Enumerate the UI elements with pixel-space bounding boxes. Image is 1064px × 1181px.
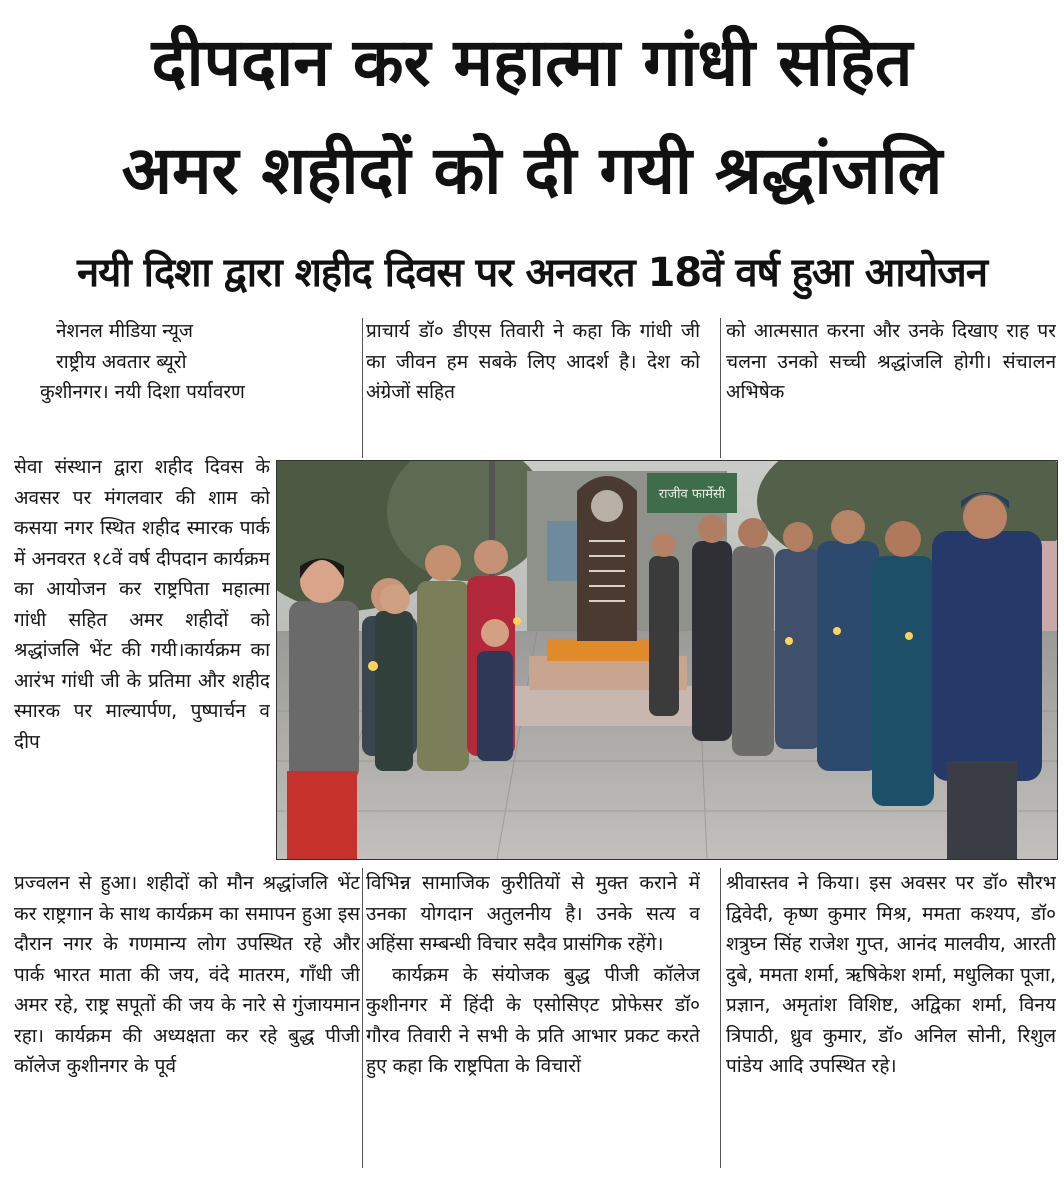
article-column-3-bottom <box>726 868 1056 1168</box>
shop-sign-text: राजीव फार्मेसी <box>658 487 726 502</box>
byline-agency: नेशनल मीडिया न्यूज <box>56 320 194 342</box>
article-paragraph: प्राचार्य डॉ० डीएस तिवारी ने कहा कि गांधी जी का जीवन हम सबके लिए आदर्श है। देश को अंग्रेजों सहित <box>366 320 700 403</box>
article-paragraph: कार्यक्रम के संयोजक बुद्ध पीजी कॉलेज कुशीनगर में हिंदी के एसोसिएट प्रोफेसर डॉ० गौरव तिवारी ने सभी के प्रति आभार प्रकट करते हुए कहा कि राष्ट्रपिता के विचारों <box>366 963 700 1077</box>
article-paragraph: सेवा संस्थान द्वारा शहीद दिवस के अवसर पर मंगलवार की शाम को कसया नगर स्थित शहीद स्मारक पार्क में अनवरत १८वें वर्ष दीपदान कार्यक्रम का आयोजन कर राष्ट्रपिता महात्मा गांधी सहित अमर शहीदों को श्रद्धांजलि भेंट की गयी।कार्यक्रम का आरंभ गांधी जी के प्रतिमा और शहीद स्मारक पर माल्यार्पण, पुष्पार्चन व दीप <box>14 456 270 753</box>
article-dateline: कुशीनगर। नयी दिशा पर्यावरण <box>40 381 245 403</box>
article-column-2-top <box>366 316 700 456</box>
subheadline: नयी दिशा द्वारा शहीद दिवस पर अनवरत 18वें वर्ष हुआ आयोजन <box>76 250 988 296</box>
column-divider <box>720 868 721 1168</box>
article-paragraph: विभिन्न सामाजिक कुरीतियों से मुक्त कराने में उनका योगदान अतुलनीय है। उनके सत्य व अहिंसा सम्बन्धी विचार सदैव प्रासंगिक रहेंगे। <box>366 872 700 955</box>
article-paragraph: प्रज्वलन से हुआ। शहीदों को मौन श्रद्धांजलि भेंट कर राष्ट्रगान के साथ कार्यक्रम का समापन हुआ इस दौरान नगर के गणमान्य लोग उपस्थित रहे और पार्क भारत माता की जय, वंदे मातरम, गाँधी जी अमर रहे, राष्ट्र सपूतों की जय के नारे से गुंजायमान रहा। कार्यक्रम की अध्यक्षता कर रहे बुद्ध पीजी कॉलेज कुशीनगर के पूर्व <box>14 872 360 1077</box>
article-column-1-bottom <box>14 868 360 1168</box>
headline-line-1: दीपदान कर महात्मा गांधी सहित <box>151 24 913 101</box>
byline-bureau: राष्ट्रीय अवतार ब्यूरो <box>56 350 187 373</box>
column-divider <box>362 868 363 1168</box>
article-column-3-top <box>726 316 1056 456</box>
article-column-1-top <box>14 316 360 456</box>
article-paragraph: को आत्मसात करना और उनके दिखाए राह पर चलना उनको सच्ची श्रद्धांजलि होगी। संचालन अभिषेक <box>726 320 1056 403</box>
news-photo <box>276 460 1058 860</box>
headline-line-2: अमर शहीदों को दी गयी श्रद्धांजलि <box>121 132 943 209</box>
column-divider <box>720 318 721 458</box>
article-column-2-bottom <box>366 868 700 1168</box>
article-paragraph: श्रीवास्तव ने किया। इस अवसर पर डॉ० सौरभ द्विवेदी, कृष्ण कुमार मिश्र, ममता कश्यप, डॉ० शत्रुघ्न सिंह राजेश गुप्त, आनंद मालवीय, आरती दुबे, ममता शर्मा, ऋषिकेश शर्मा, मधुलिका पूजा, प्रज्ञान, अमृतांश विशिष्ट, अद्विका शर्मा, विनय त्रिपाठी, ध्रुव कुमार, डॉ० अनिल सोनी, रिशुल पांडेय आदि उपस्थित रहे। <box>726 872 1056 1077</box>
column-divider <box>362 318 363 458</box>
article-column-1-wrap <box>14 452 270 838</box>
